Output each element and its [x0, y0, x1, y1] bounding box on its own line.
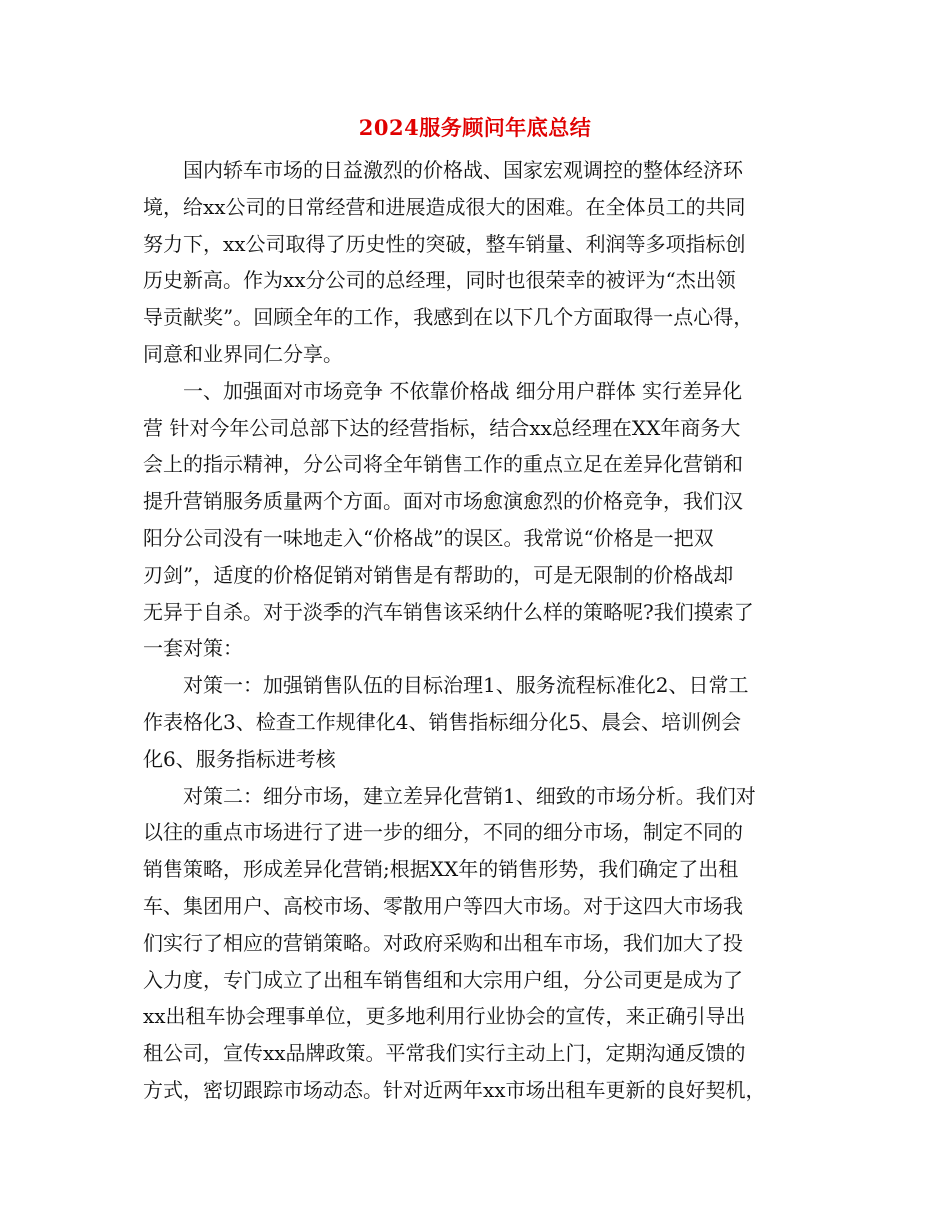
text-line: 租公司，宣传xx品牌政策。平常我们实行主动上门，定期沟通反馈的: [143, 1041, 746, 1066]
text-line: 对策一：加强销售队伍的目标治理1、服务流程标准化2、日常工: [143, 673, 749, 698]
text-line: 刃剑”，适度的价格促销对销售是有帮助的，可是无限制的价格战却: [143, 562, 734, 587]
text-line: 一、加强面对市场竞争 不依靠价格战 细分用户群体 实行差异化: [143, 378, 743, 403]
text-line: 国内轿车市场的日益激烈的价格战、国家宏观调控的整体经济环: [143, 158, 743, 182]
text-line: 销售策略，形成差异化营销;根据XX年的销售形势，我们确定了出租: [143, 857, 739, 882]
text-line: 努力下，xx公司取得了历史性的突破，整车销量、利润等多项指标创: [143, 231, 746, 256]
text-line: 一套对策：: [143, 636, 243, 661]
text-line: 境，给xx公司的日常经营和进展造成很大的困难。在全体员工的共同: [143, 194, 746, 219]
text-line: 入力度，专门成立了出租车销售组和大宗用户组，分公司更是成为了: [143, 967, 743, 992]
document-title: 2024服务顾问年底总结: [358, 115, 592, 140]
text-line: 对策二：细分市场，建立差异化营销1、细致的市场分析。我们对: [143, 783, 756, 808]
text-line: 以往的重点市场进行了进一步的细分，不同的细分市场，制定不同的: [143, 820, 743, 845]
text-line: 作表格化3、检查工作规律化4、销售指标细分化5、晨会、培训例会: [143, 709, 742, 734]
text-line: 无异于自杀。对于淡季的汽车销售该采纳什么样的策略呢?我们摸索了: [143, 599, 754, 624]
text-line: 提升营销服务质量两个方面。面对市场愈演愈烈的价格竞争，我们汉: [143, 489, 743, 514]
text-line: 历史新高。作为xx分公司的总经理，同时也很荣幸的被评为“杰出领: [143, 268, 736, 293]
text-line: 车、集团用户、高校市场、零散用户等四大市场。对于这四大市场我: [143, 893, 743, 918]
text-line: 导贡献奖”。回顾全年的工作，我感到在以下几个方面取得一点心得，: [143, 305, 754, 330]
text-line: 营 针对今年公司总部下达的经营指标，结合xx总经理在XX年商务大: [143, 415, 741, 440]
text-line: 会上的指示精神，分公司将全年销售工作的重点立足在差异化营销和: [143, 452, 743, 477]
text-line: 方式，密切跟踪市场动态。针对近两年xx市场出租车更新的良好契机，: [143, 1077, 766, 1102]
text-line: 化6、服务指标进考核: [143, 746, 336, 771]
text-line: 阳分公司没有一味地走入“价格战”的误区。我常说“价格是一把双: [143, 525, 714, 550]
text-line: xx出租车协会理事单位，更多地利用行业协会的宣传，来正确引导出: [143, 1004, 746, 1029]
document-body: [143, 152, 823, 1109]
text-line: 同意和业界同仁分享。: [143, 341, 343, 366]
text-line: 们实行了相应的营销策略。对政府采购和出租车市场，我们加大了投: [143, 930, 743, 955]
